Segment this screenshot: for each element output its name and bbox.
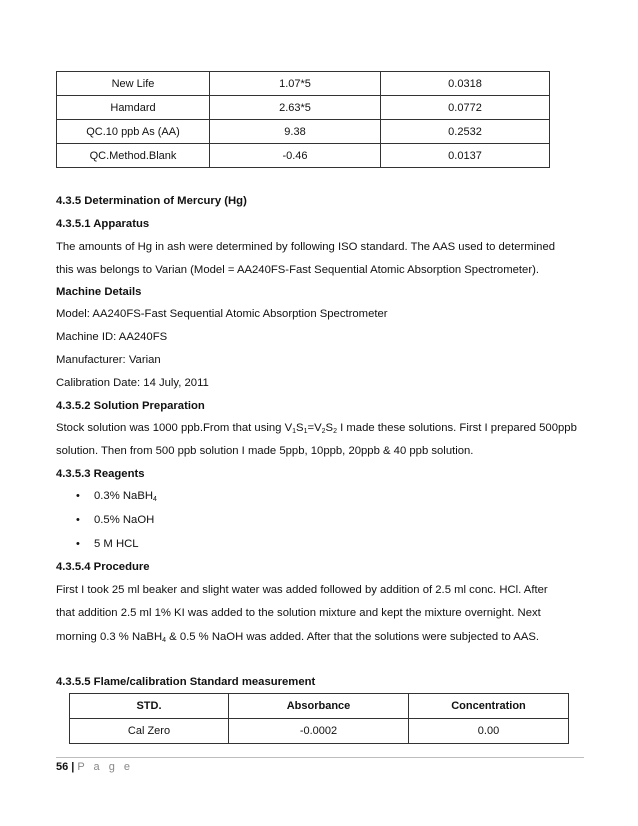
manufacturer-line: Manufacturer: Varian xyxy=(56,354,161,366)
table-cell: -0.0002 xyxy=(229,719,409,744)
bullet-icon: • xyxy=(76,538,80,550)
bullet-icon: • xyxy=(76,490,80,502)
paragraph-line: Stock solution was 1000 ppb.From that using $V_1S_1=V_2S_2$ I made these solutions. First I prepared 500ppb xyxy=(56,422,577,435)
column-header: Concentration xyxy=(409,694,569,719)
machine-id-line: Machine ID: AA240FS xyxy=(56,331,168,343)
list-item: 0.5% NaOH xyxy=(94,514,155,526)
bullet-icon: • xyxy=(76,514,80,526)
apparatus-heading: 4.3.5.1 Apparatus xyxy=(56,218,150,230)
table-cell: Hamdard xyxy=(57,96,210,120)
text-span: & 0.5 % NaOH was added. After that the solutions were subjected to AAS. xyxy=(166,631,540,643)
paragraph-line: solution. Then from 500 ppb solution I made 5ppb, 10ppb, 20ppb & 40 ppb solution. xyxy=(56,445,474,457)
solution-heading: 4.3.5.2 Solution Preparation xyxy=(56,400,205,412)
footer-separator: | xyxy=(71,761,75,773)
table-row xyxy=(57,120,550,144)
column-header: STD. xyxy=(70,694,229,719)
results-table xyxy=(56,71,550,168)
table-row xyxy=(70,719,569,744)
table-row xyxy=(57,72,550,96)
table-cell: 9.38 xyxy=(210,120,381,144)
table-cell: -0.46 xyxy=(210,144,381,168)
paragraph-line: The amounts of Hg in ash were determined by following ISO standard. The AAS used to determined xyxy=(56,241,556,253)
table-cell: Cal Zero xyxy=(70,719,229,744)
table-cell: QC.10 ppb As (AA) xyxy=(57,120,210,144)
page-number: 56 xyxy=(56,761,69,773)
flame-heading: 4.3.5.5 Flame/calibration Standard measurement xyxy=(56,676,316,688)
table-cell: 1.07*5 xyxy=(210,72,381,96)
table-row xyxy=(57,96,550,120)
column-header: Absorbance xyxy=(229,694,409,719)
procedure-heading: 4.3.5.4 Procedure xyxy=(56,561,150,573)
calibration-table xyxy=(69,693,569,744)
list-item: 5 M HCL xyxy=(94,538,139,550)
text-span: I made these solutions. First I prepared 500ppb xyxy=(336,422,577,434)
table-cell: QC.Method.Blank xyxy=(57,144,210,168)
paragraph-line: that addition 2.5 ml 1% KI was added to the solution mixture and kept the mixture overnight. Next xyxy=(56,607,541,619)
text-span: morning 0.3 % NaBH xyxy=(56,631,163,643)
section-heading: 4.3.5 Determination of Mercury (Hg) xyxy=(56,195,247,207)
footer-divider xyxy=(56,757,584,758)
page-label: P a g e xyxy=(77,761,133,773)
table-cell: 2.63*5 xyxy=(210,96,381,120)
paragraph-line: this was belongs to Varian (Model = AA240FS-Fast Sequential Atomic Absorption Spectrometer). xyxy=(56,264,539,276)
table-cell: 0.0318 xyxy=(381,72,550,96)
text-span: Stock solution was 1000 ppb.From that using V xyxy=(56,422,293,434)
page-footer xyxy=(56,761,133,773)
table-cell: 0.2532 xyxy=(381,120,550,144)
table-cell: 0.00 xyxy=(409,719,569,744)
table-header-row xyxy=(70,694,569,719)
table-cell: 0.0772 xyxy=(381,96,550,120)
text-span: 0.3% NaBH xyxy=(94,490,154,502)
calibration-date-line: Calibration Date: 14 July, 2011 xyxy=(56,377,209,389)
list-item: 0.3% NaBH$_4$ xyxy=(94,490,157,503)
table-cell: New Life xyxy=(57,72,210,96)
machine-details-heading: Machine Details xyxy=(56,286,142,298)
reagents-heading: 4.3.5.3 Reagents xyxy=(56,468,145,480)
table-row xyxy=(57,144,550,168)
table-cell: 0.0137 xyxy=(381,144,550,168)
paragraph-line: morning 0.3 % NaBH$_4$ & 0.5 % NaOH was added. After that the solutions were subjected to AAS. xyxy=(56,631,540,644)
model-line: Model: AA240FS-Fast Sequential Atomic Absorption Spectrometer xyxy=(56,308,388,320)
paragraph-line: First I took 25 ml beaker and slight water was added followed by addition of 2.5 ml conc. HCl. After xyxy=(56,584,548,596)
